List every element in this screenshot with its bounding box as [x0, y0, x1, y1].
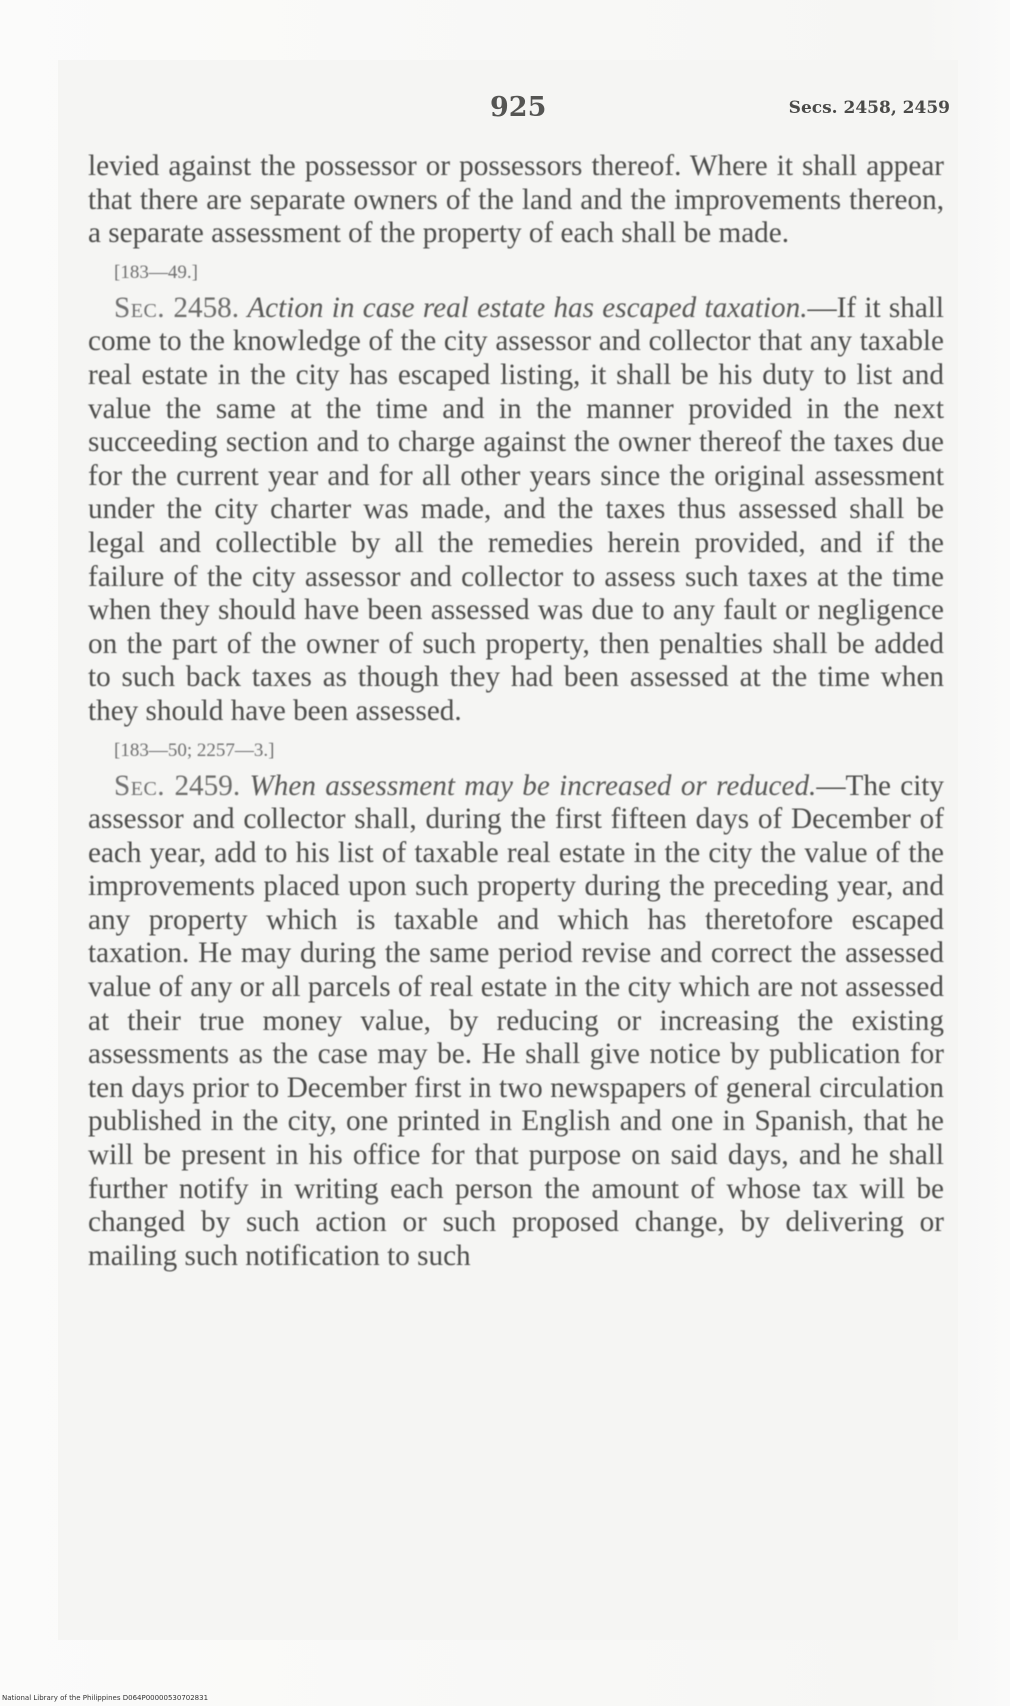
document-body	[88, 150, 944, 1273]
section-title: Action in case real estate has escaped taxation.	[247, 291, 808, 324]
section-title: When assessment may be increased or reduced.	[249, 769, 817, 802]
citation-2458: [183—50; 2257—3.]	[114, 739, 275, 761]
section-text: —If it shall come to the knowledge of the city assessor and collector that any taxable real estate in the city has escaped listing, it shall be his duty to list and value the same at the time and in the manner provided in the next succeeding section and to charge against the owner thereof the taxes due for the current year and for all other years since the original assessment under the city charter was made, and the taxes thus assessed shall be legal and collectible by all the remedies herein provided, and if the failure of the city assessor and collector to assess such taxes at the time when they should have been assessed was due to any fault or negligence on the part of the owner of such property, then penalties shall be added to such back taxes as though they had been assessed at the time when they should have been assessed.	[88, 291, 945, 727]
section-number: 2459.	[174, 769, 241, 802]
opening-paragraph: levied against the possessor or possessors thereof. Where it shall appear that there are separate owners of the land and the improvements thereon, a separate assessment of the property of each shall be made.	[88, 150, 944, 250]
section-text: —The city assessor and collector shall, during the first fifteen days of December of each year, add to his list of taxable real estate in the city the value of the improvements placed upon such property during the preceding year, and any property which is taxable and which has theretofore escaped taxation. He may during the same period revise and correct the assessed value of any or all parcels of real estate in the city which are not assessed at their true money value, by reducing or increasing the existing assessments as the case may be. He shall give notice by publication for ten days prior to December first in two newspapers of general circulation published in the city, one printed in English and one in Spanish, that he will be present in his office for that purpose on said days, and he shall further notify in writing each person the amount of whose tax will be changed by such action or such proposed change, by delivering or mailing such notification to such	[88, 769, 945, 1272]
running-head	[90, 92, 950, 128]
page-number: 925	[490, 92, 547, 123]
citation-2457: [183—49.]	[114, 261, 198, 283]
section-label: Sec.	[114, 769, 166, 802]
section-2459	[88, 770, 944, 1274]
section-label: Sec.	[114, 291, 166, 324]
section-number: 2458.	[173, 291, 240, 324]
scan-credit: National Library of the Philippines D064P00000530702831	[2, 1694, 209, 1702]
section-reference: Secs. 2458, 2459	[788, 98, 950, 118]
section-2458	[88, 292, 944, 729]
